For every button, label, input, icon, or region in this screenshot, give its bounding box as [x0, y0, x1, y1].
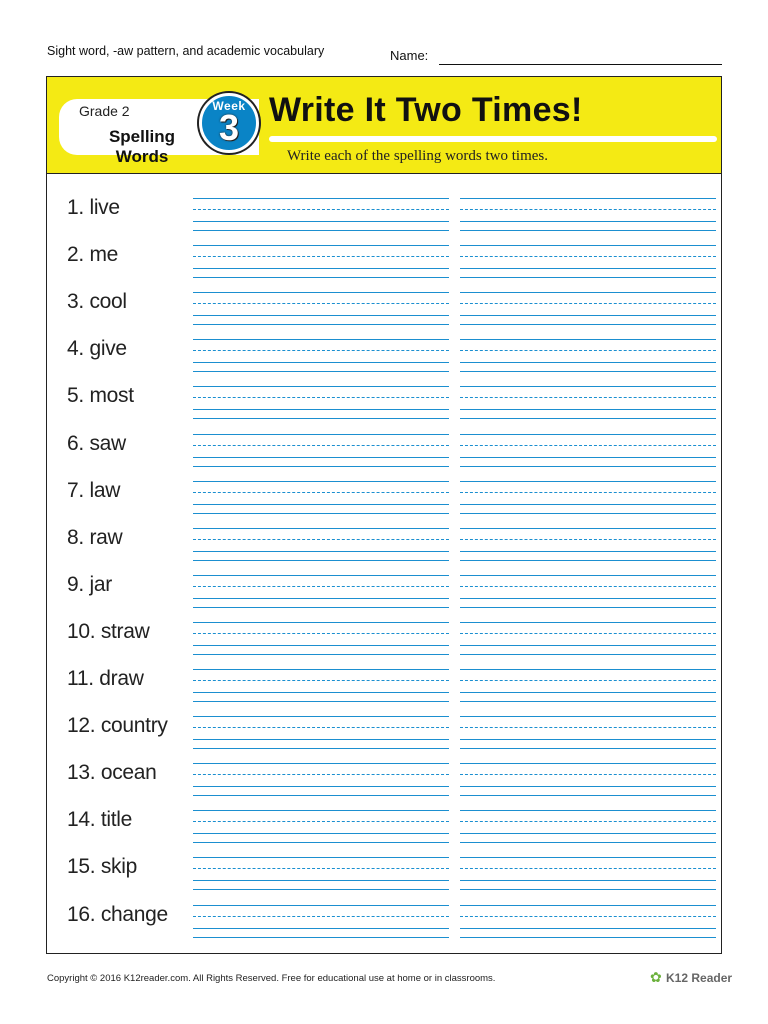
- word-row: [47, 362, 721, 409]
- guide-line-mid: [460, 256, 716, 257]
- guide-line-mid: [460, 774, 716, 775]
- word-row: [47, 268, 721, 315]
- guide-line-desc: [193, 937, 449, 938]
- guide-line-mid: [193, 680, 449, 681]
- word-row: [47, 692, 721, 739]
- guide-line-top: [460, 292, 716, 293]
- guide-line-top: [460, 386, 716, 387]
- guide-line-mid: [193, 445, 449, 446]
- writing-lines-first[interactable]: [193, 905, 449, 939]
- guide-line-top: [460, 575, 716, 576]
- guide-line-top: [193, 905, 449, 906]
- guide-line-top: [193, 810, 449, 811]
- guide-line-top: [193, 386, 449, 387]
- writing-lines-second[interactable]: [460, 905, 716, 939]
- guide-line-mid: [460, 445, 716, 446]
- worksheet-frame: [46, 76, 722, 954]
- grade-label: Grade 2: [79, 103, 130, 119]
- brand-name: K12 Reader: [666, 971, 733, 985]
- guide-line-mid: [460, 397, 716, 398]
- guide-line-mid: [460, 680, 716, 681]
- guide-line-mid: [460, 633, 716, 634]
- guide-line-mid: [193, 350, 449, 351]
- guide-line-top: [193, 716, 449, 717]
- guide-line-top: [460, 857, 716, 858]
- guide-line-top: [193, 245, 449, 246]
- spelling-word: 10. straw: [67, 619, 150, 643]
- guide-line-top: [193, 857, 449, 858]
- guide-line-top: [193, 669, 449, 670]
- guide-line-mid: [460, 350, 716, 351]
- guide-line-top: [460, 716, 716, 717]
- guide-line-mid: [460, 209, 716, 210]
- guide-line-top: [460, 810, 716, 811]
- guide-line-mid: [193, 256, 449, 257]
- guide-line-mid: [193, 727, 449, 728]
- word-row: [47, 645, 721, 692]
- spelling-word: 12. country: [67, 714, 168, 738]
- guide-line-top: [193, 198, 449, 199]
- guide-line-top: [460, 339, 716, 340]
- guide-line-top: [460, 763, 716, 764]
- spelling-word: 11. draw: [67, 667, 144, 690]
- guide-line-top: [460, 905, 716, 906]
- guide-line-top: [460, 622, 716, 623]
- word-row: [47, 833, 721, 880]
- spelling-word: 8. raw: [67, 525, 123, 549]
- guide-line-mid: [460, 916, 716, 917]
- week-badge: [199, 93, 259, 153]
- guide-line-mid: [193, 492, 449, 493]
- word-row: [47, 410, 721, 457]
- guide-line-top: [193, 481, 449, 482]
- guide-line-top: [193, 434, 449, 435]
- spelling-words-label: [87, 127, 197, 167]
- headline-underline: [269, 136, 717, 142]
- guide-line-top: [460, 245, 716, 246]
- spelling-word: 2. me: [67, 243, 119, 267]
- guide-line-top: [460, 198, 716, 199]
- spelling-word: 9. jar: [67, 572, 112, 596]
- guide-line-top: [193, 622, 449, 623]
- guide-line-mid: [193, 821, 449, 822]
- spelling-word: 3. cool: [67, 290, 127, 314]
- guide-line-mid: [193, 209, 449, 210]
- guide-line-top: [460, 434, 716, 435]
- spelling-word: 16. change: [67, 902, 168, 926]
- guide-line-mid: [460, 821, 716, 822]
- spelling-word: 7. law: [67, 478, 121, 502]
- word-row: [47, 315, 721, 362]
- spelling-line-1: Spelling: [108, 127, 176, 146]
- week-number: 3: [218, 107, 240, 148]
- guide-line-base: [460, 928, 716, 929]
- book-sprout-icon: ✿: [650, 969, 662, 985]
- guide-line-mid: [460, 539, 716, 540]
- guide-line-mid: [460, 303, 716, 304]
- spelling-word: 1. live: [67, 196, 120, 219]
- word-row: [47, 551, 721, 598]
- instructions: Write each of the spelling words two times.: [287, 148, 548, 164]
- word-row: [47, 598, 721, 645]
- guide-line-top: [460, 481, 716, 482]
- guide-line-mid: [193, 774, 449, 775]
- guide-line-top: [460, 528, 716, 529]
- spelling-word: 6. saw: [67, 431, 126, 455]
- guide-line-top: [193, 763, 449, 764]
- word-row: [47, 504, 721, 551]
- guide-line-mid: [193, 633, 449, 634]
- word-row: [47, 457, 721, 504]
- week-label: Week: [212, 99, 246, 113]
- page-title: Write It Two Times!: [269, 91, 583, 129]
- guide-line-mid: [193, 539, 449, 540]
- guide-line-top: [460, 669, 716, 670]
- name-line: [439, 64, 722, 65]
- guide-line-mid: [193, 586, 449, 587]
- guide-line-mid: [193, 303, 449, 304]
- guide-line-base: [193, 928, 449, 929]
- guide-line-mid: [193, 868, 449, 869]
- word-row: [47, 174, 721, 221]
- guide-line-mid: [460, 586, 716, 587]
- name-label: Name:: [390, 48, 429, 63]
- guide-line-mid: [193, 916, 449, 917]
- word-row: [47, 221, 721, 268]
- word-row: [47, 786, 721, 833]
- guide-line-desc: [460, 937, 716, 938]
- spelling-word: 5. most: [67, 384, 134, 408]
- guide-line-mid: [460, 727, 716, 728]
- guide-line-mid: [193, 397, 449, 398]
- spelling-line-2: Words: [115, 147, 169, 166]
- guide-line-mid: [460, 492, 716, 493]
- spelling-word: 13. ocean: [67, 761, 157, 785]
- guide-line-top: [193, 528, 449, 529]
- worksheet-subtitle: Sight word, -aw pattern, and academic vocabulary: [47, 44, 325, 58]
- word-row: [47, 739, 721, 786]
- spelling-word: 14. title: [67, 808, 133, 832]
- guide-line-top: [193, 339, 449, 340]
- spelling-word: 15. skip: [67, 855, 137, 879]
- guide-line-mid: [460, 868, 716, 869]
- guide-line-top: [193, 292, 449, 293]
- copyright-notice: Copyright © 2016 K12reader.com. All Rights Reserved. Free for educational use at home or in classrooms.: [47, 973, 496, 984]
- spelling-word: 4. give: [67, 337, 127, 361]
- title-banner: [47, 77, 721, 174]
- word-row: [47, 881, 721, 928]
- guide-line-top: [193, 575, 449, 576]
